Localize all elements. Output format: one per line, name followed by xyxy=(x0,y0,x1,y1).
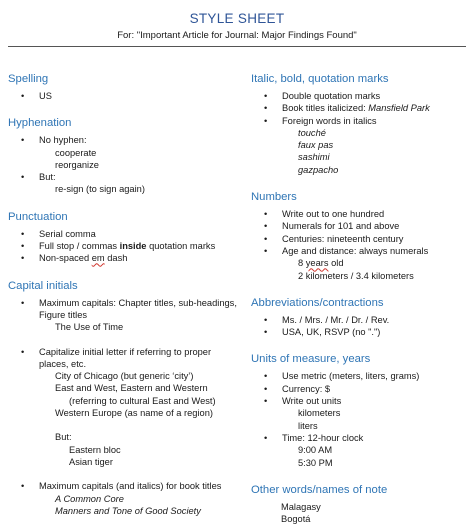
list-item: • Write out units kilometers liters xyxy=(251,395,469,432)
list-item: • Maximum capitals: Chapter titles, sub-headings, Figure titles The Use of Time xyxy=(8,297,240,334)
example: The Use of Time xyxy=(55,322,124,333)
section-heading-punctuation: Punctuation xyxy=(8,210,68,223)
example: 9:00 AM xyxy=(298,445,333,456)
section-heading-hyphenation: Hyphenation xyxy=(8,117,72,130)
list-item: • Full stop / commas inside quotation marks xyxy=(8,240,240,252)
other-words-list xyxy=(251,501,469,526)
example: reorganize xyxy=(55,159,99,170)
title-divider xyxy=(8,46,466,47)
document-subtitle: For: "Important Article for Journal: Major Findings Found" xyxy=(117,30,357,41)
left-column xyxy=(8,72,240,531)
list-item: • Ms. / Mrs. / Mr. / Dr. / Rev. xyxy=(251,314,469,326)
example: Eastern bloc xyxy=(69,444,121,455)
section-heading-abbreviations: Abbreviations/contractions xyxy=(251,296,384,309)
list-item: • Serial comma xyxy=(8,228,240,240)
italic-list xyxy=(251,90,469,176)
list-item: • Write out to one hundred xyxy=(251,208,469,220)
section-heading-other-words: Other words/names of note xyxy=(251,483,388,496)
example: kilometers xyxy=(298,408,341,419)
example: 5:30 PM xyxy=(298,457,333,468)
list-item: • Time: 12-hour clock 9:00 AM 5:30 PM xyxy=(251,432,469,469)
list-item: • Capitalize initial letter if referring to proper places, etc. City of Chicago (but generic ‘city’) East and West, Eastern and Western (referring to cultural East and West) Western Europe (as name of a region) But: Eastern bloc Asian tiger xyxy=(8,346,240,469)
list-item: • US xyxy=(8,90,240,102)
section-heading-numbers: Numbers xyxy=(251,191,297,204)
section-heading-units: Units of measure, years xyxy=(251,353,371,366)
numbers-list xyxy=(251,208,469,282)
document-title: STYLE SHEET xyxy=(189,11,285,26)
section-heading-capital-initials: Capital initials xyxy=(8,279,78,292)
list-item: • USA, UK, RSVP (no ".") xyxy=(251,326,469,338)
list-item: Malagasy xyxy=(281,501,321,512)
example: Asian tiger xyxy=(69,456,113,467)
example: re-sign (to sign again) xyxy=(55,184,145,195)
example: East and West, Eastern and Western xyxy=(55,383,208,394)
list-item: • Currency: $ xyxy=(251,383,469,395)
list-item: • Foreign words in italics touché faux pas sashimi gazpacho xyxy=(251,115,469,176)
list-item: • No hyphen: cooperate reorganize xyxy=(8,134,240,171)
list-item: • But: re-sign (to sign again) xyxy=(8,171,240,196)
example: City of Chicago (but generic ‘city’) xyxy=(55,371,194,382)
list-item: • Use metric (meters, liters, grams) xyxy=(251,370,469,382)
section-heading-italic-bold: Italic, bold, quotation marks xyxy=(251,73,389,85)
list-item: • Book titles italicized: Mansfield Park xyxy=(251,102,469,114)
spellcheck-flagged-word: em xyxy=(91,253,105,264)
example: 2 kilometers / 3.4 kilometers xyxy=(298,270,414,281)
list-item: • Maximum capitals (and italics) for book titles A Common Core Manners and Tone of Good Society xyxy=(8,480,240,517)
example: Western Europe (as name of a region) xyxy=(55,408,213,419)
example: faux pas xyxy=(298,140,334,151)
punctuation-list xyxy=(8,228,240,265)
capitals-list xyxy=(8,297,240,517)
example: cooperate xyxy=(55,147,97,158)
example: liters xyxy=(298,420,318,431)
list-item: • Centuries: nineteenth century xyxy=(251,233,469,245)
example: touché xyxy=(298,127,326,138)
right-column xyxy=(251,72,469,525)
example-note: (referring to cultural East and West) xyxy=(69,395,216,406)
example: Manners and Tone of Good Society xyxy=(55,505,201,516)
example: gazpacho xyxy=(298,164,339,175)
example: A Common Core xyxy=(55,493,124,504)
spellcheck-flagged-word: years xyxy=(305,258,329,269)
list-item: Bogotá xyxy=(281,514,311,525)
list-item: • Double quotation marks xyxy=(251,90,469,102)
example: 8 years old xyxy=(298,258,344,269)
list-item: • Non-spaced em dash xyxy=(8,252,240,264)
hyphenation-list xyxy=(8,134,240,195)
spelling-list xyxy=(8,90,240,102)
list-item: • Age and distance: always numerals 8 years old 2 kilometers / 3.4 kilometers xyxy=(251,245,469,282)
abbreviations-list xyxy=(251,314,469,339)
example: sashimi xyxy=(298,152,330,163)
list-item: • Numerals for 101 and above xyxy=(251,220,469,232)
section-heading-spelling: Spelling xyxy=(8,73,49,85)
units-list xyxy=(251,370,469,468)
